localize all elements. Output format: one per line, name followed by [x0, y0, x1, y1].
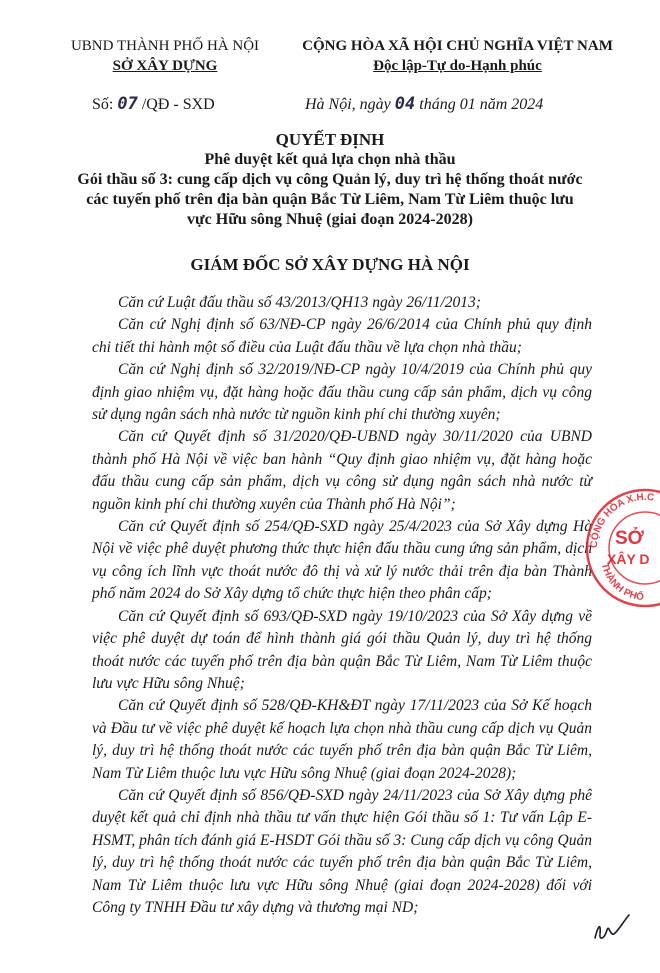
issuing-organization	[60, 36, 270, 76]
org-line-department: SỞ XÂY DỰNG	[112, 58, 218, 74]
number-prefix: Số:	[92, 96, 118, 113]
stamp-top-text: CỘNG HÒA X.H.C	[588, 491, 655, 549]
title-line-3: Gói thầu số 3: cung cấp dịch vụ công Quản lý, duy trì hệ thống thoát nước	[77, 171, 583, 188]
date-day-handwritten: 04	[394, 94, 416, 114]
official-seal-stamp	[583, 486, 660, 610]
date-prefix: Hà Nội, ngày	[305, 96, 395, 113]
document-date	[305, 94, 543, 114]
svg-text:THÀNH PHỐ	[599, 562, 645, 603]
director-heading: GIÁM ĐỐC SỞ XÂY DỰNG HÀ NỘI	[190, 255, 470, 274]
org-line-city: UBND THÀNH PHỐ HÀ NỘI	[70, 38, 260, 54]
number-suffix: /QĐ - SXD	[137, 96, 215, 113]
handwritten-initial-signature	[592, 912, 632, 946]
nation-motto: Độc lập-Tự do-Hạnh phúc	[373, 58, 542, 74]
stamp-center-line-1: SỞ	[615, 528, 644, 549]
legal-basis	[92, 292, 592, 919]
paragraph: Căn cứ Quyết định số 856/QĐ-SXD ngày 24/11/2023 của Sở Xây dựng phê duyệt kết quả chỉ định nhà thầu tư vấn thực hiện Gói thầu số 1: Tư vấn Lập E-HSMT, phân tích đánh giá E-HSDT Gói thầu số 3: Cung cấp dịch vụ công Quản lý, duy trì hệ thống thoát nước các tuyến phố trên địa bàn quận Bắc Từ Liêm, Nam Từ Liêm thuộc lưu vực Hữu sông Nhuệ (giai đoạn 2024-2028) đối với Công ty TNHH Đầu tư xây dựng và thương mại ND;	[92, 786, 592, 916]
national-motto	[270, 36, 645, 76]
stamp-bottom-text: THÀNH PHỐ	[598, 561, 645, 604]
paragraph: Căn cứ Nghị định số 32/2019/NĐ-CP ngày 10/4/2019 của Chính phủ quy định giao nhiệm vụ, đặt hàng hoặc đấu thầu cung cấp sản phẩm, dịch vụ công sử dụng ngân sách nhà nước từ nguồn kinh phí chi thường xuyên;	[92, 361, 592, 424]
paragraph: Căn cứ Quyết định số 528/QĐ-KH&ĐT ngày 17/11/2023 của Sở Kế hoạch và Đầu tư về việc phê duyệt kế hoạch lựa chọn nhà thầu cung cấp dịch vụ Quản lý, duy trì hệ thống thoát nước các tuyến phố trên địa bàn quận Bắc Từ Liêm, Nam Từ Liêm thuộc lưu vực Hữu sông Nhuệ (giai đoạn 2024-2028);	[92, 697, 592, 782]
title-decision: QUYẾT ĐỊNH	[275, 130, 385, 149]
paragraph: Căn cứ Quyết định số 693/QĐ-SXD ngày 19/10/2023 của Sở Xây dựng về việc phê duyệt dự toán để hình thành giá gói thầu Quản lý, duy trì hệ thống thoát nước các tuyến phố trên địa bàn quận Bắc Từ Liêm, Nam Từ Liêm thuộc lưu vực Hữu sông Nhuệ;	[92, 607, 592, 692]
decision-title	[40, 130, 620, 230]
nation-name: CỘNG HÒA XÃ HỘI CHỦ NGHĨA VIỆT NAM	[302, 38, 613, 54]
date-suffix: tháng 01 năm 2024	[415, 96, 544, 113]
document-number	[92, 94, 215, 114]
title-line-4: các tuyến phố trên địa bàn quận Bắc Từ Liêm, Nam Từ Liêm thuộc lưu	[86, 191, 574, 208]
number-handwritten: 07	[117, 94, 138, 114]
paragraph: Căn cứ Nghị định số 63/NĐ-CP ngày 26/6/2014 của Chính phủ quy định chi tiết thi hành một số điều của Luật đấu thầu về lựa chọn nhà thầu;	[92, 316, 592, 356]
paragraph: Căn cứ Quyết định số 31/2020/QĐ-UBND ngày 30/11/2020 của UBND thành phố Hà Nội về việc ban hành “Quy định giao nhiệm vụ, đặt hàng hoặc đấu thầu cung cấp sản phẩm, dịch vụ công sử dụng ngân sách nhà nước từ nguồn kinh phí chi thường xuyên của Thành phố Hà Nội”;	[92, 428, 592, 513]
title-line-2: Phê duyệt kết quả lựa chọn nhà thầu	[204, 151, 456, 168]
paragraph: Căn cứ Quyết định số 254/QĐ-SXD ngày 25/4/2023 của Sở Xây dựng Hà Nội về việc phê duyệt phương thức thực hiện đấu thầu cung ứng sản phẩm, dịch vụ công ích lĩnh vực thoát nước đô thị và xử lý nước thải trên địa bàn Thành phố năm 2024 do Sở Xây dựng tổ chức thực hiện theo phân cấp;	[92, 518, 592, 603]
title-line-5: vực Hữu sông Nhuệ (giai đoạn 2024-2028)	[187, 211, 473, 228]
paragraph: Căn cứ Luật đấu thầu số 43/2013/QH13 ngày 26/11/2013;	[118, 294, 481, 311]
stamp-center-line-2: XÂY D	[607, 551, 650, 567]
